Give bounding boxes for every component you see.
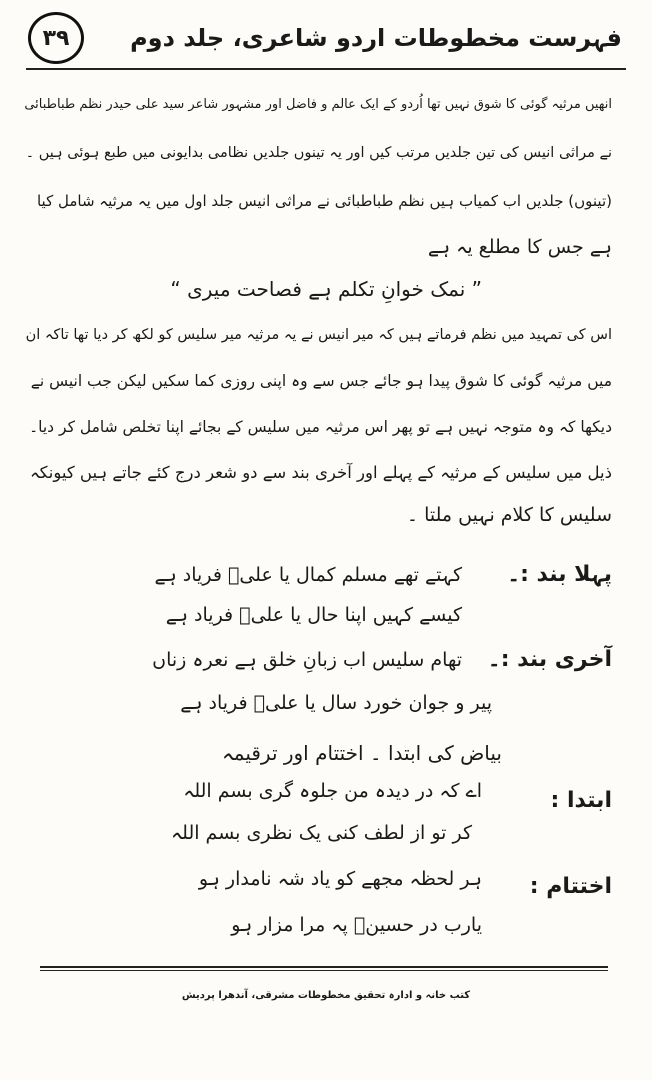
paragraph2-line-4: ذیل میں سلیس کے مرثیہ کے پہلے اور آخری بند سے دو شعر درج کئے جاتے ہیں کیونکہ — [29, 463, 612, 482]
paragraph1-line-1: انھیں مرثیہ گوئی کا شوق نہیں تھا اُردو کے ایک عالم و فاضل اور مشہور شاعر سید علی حیدر نظم طباطبائی — [24, 97, 612, 112]
footer-rule-thin — [40, 970, 608, 971]
last-band-line-2: پیر و جوان خورد سال یا علیؑ فریاد ہے — [180, 692, 492, 714]
paragraph1-line-2: نے مراثی انیس کی تین جلدیں مرتب کیں اور یہ تینوں جلدیں نظامی بدایونی میں طبع ہوئی ہیں ۔ — [25, 145, 612, 161]
footer-text: کتب خانہ و ادارہ تحقیق مخطوطات مشرقی، آندھرا پردیش — [181, 990, 471, 1001]
page-header — [26, 10, 626, 70]
last-band-line-1: تھام سلیس اب زبانِ خلق ہے نعرہ زناں — [152, 649, 462, 671]
ikhtitam-label: اختتام : — [529, 874, 612, 899]
ikhtitam-line-2: یارب در حسینؑ پہ مرا مزار ہو — [231, 914, 482, 936]
first-band-line-1: کہتے تھے مسلم کمال یا علیؑ فریاد ہے — [154, 564, 462, 586]
ibtida-label: ابتدا : — [550, 788, 612, 813]
footer-rule — [40, 966, 608, 968]
paragraph1-line-4: ہے جس کا مطلع یہ ہے — [427, 236, 612, 258]
matla-verse: ” نمک خوانِ تکلم ہے فصاحت میری “ — [170, 277, 482, 301]
running-title: فہرست مخطوطات اردو شاعری، جلد دوم — [130, 24, 622, 52]
paragraph2-line-2: میں مرثیہ گوئی کا شوق پیدا ہو جائے جس سے وہ اپنی روزی کما سکیں لیکن جب انیس نے — [30, 372, 612, 390]
paragraph2-line-5: سلیس کا کلام نہیں ملتا ۔ — [406, 504, 612, 526]
ibtida-line-1: اے کہ در دیدہ من جلوہ گری بسم اللہ — [183, 780, 482, 802]
first-band-line-2: کیسے کہیں اپنا حال یا علیؑ فریاد ہے — [165, 604, 462, 626]
last-band-label: آخری بند :۔ — [487, 647, 612, 672]
ibtida-line-2: کر تو از لطف کنی یک نظری بسم اللہ — [171, 822, 472, 844]
page-number: ۳۹ — [28, 12, 84, 64]
paragraph2-line-3: دیکھا کہ وہ متوجہ نہیں ہے تو پھر اس مرثیہ میں سلیس کے بجائے اپنا تخلص شامل کر دیا۔ — [29, 418, 612, 436]
paragraph1-line-3: (تینوں) جلدیں اب کمیاب ہیں نظم طباطبائی نے مراثی انیس جلد اول میں یہ مرثیہ شامل کیا — [36, 192, 612, 210]
paragraph2-line-1: اس کی تمہید میں نظم فرماتے ہیں کہ میر انیس نے یہ مرثیہ میر سلیس کو لکھ کر دیا تھا تاکہ ان — [25, 327, 612, 343]
ikhtitam-line-1: ہر لحظہ مجھے کو یاد شہ نامدار ہو — [198, 868, 482, 890]
bayaz-heading: بیاض کی ابتدا ۔ اختتام اور ترقیمہ — [222, 741, 502, 765]
first-band-label: پہلا بند :۔ — [507, 562, 612, 587]
